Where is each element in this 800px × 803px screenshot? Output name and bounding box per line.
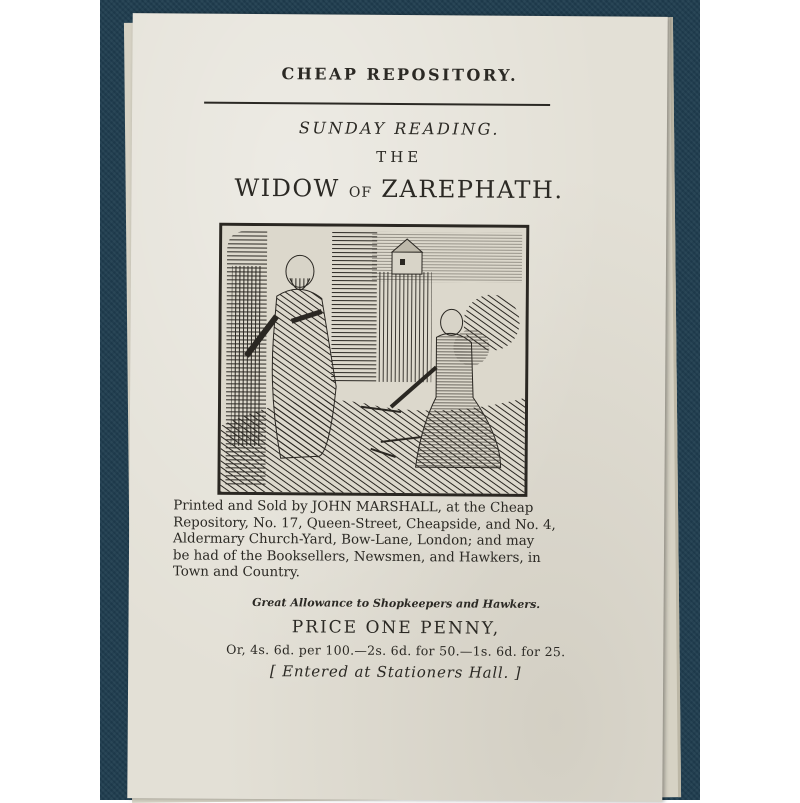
imprint-line: Aldermary Church-Yard, Bow-Lane, London; and may [173,531,535,550]
imprint-line: be had of the Booksellers, Newsmen, and Hawkers, in [172,548,541,566]
bulk-rates: Or, 4s. 6d. per 100.—2s. 6d. for 50.—1s. 6d. for 25. [226,641,566,660]
entered-at-stationers-hall: [ Entered at Stationers Hall. ] [269,662,522,682]
subtitle-sunday-reading: SUNDAY READING. [298,118,501,139]
price-line: PRICE ONE PENNY, [291,617,501,639]
allowance-note: Great Allowance to Shopkeepers and Hawkers. [252,595,541,612]
imprint-text [173,498,558,584]
imprint-line: Printed and Sold by JOHN MARSHALL, at the Cheap [173,498,534,516]
woodcut-elijah-and-widow-icon [220,226,526,494]
title-connector: OF [348,184,373,201]
woodcut-illustration [217,223,529,497]
title-rule [204,102,550,106]
main-title [131,173,666,205]
series-title: CHEAP REPOSITORY. [281,64,519,85]
subtitle-the: THE [376,147,423,167]
tract-page [127,13,667,802]
imprint-line: Town and Country. [172,564,301,581]
title-part-widow: WIDOW [234,173,340,203]
imprint-line: Repository, No. 17, Queen-Street, Cheapside, and No. 4, [173,515,556,533]
title-part-zarephath: ZAREPHATH. [381,174,564,205]
